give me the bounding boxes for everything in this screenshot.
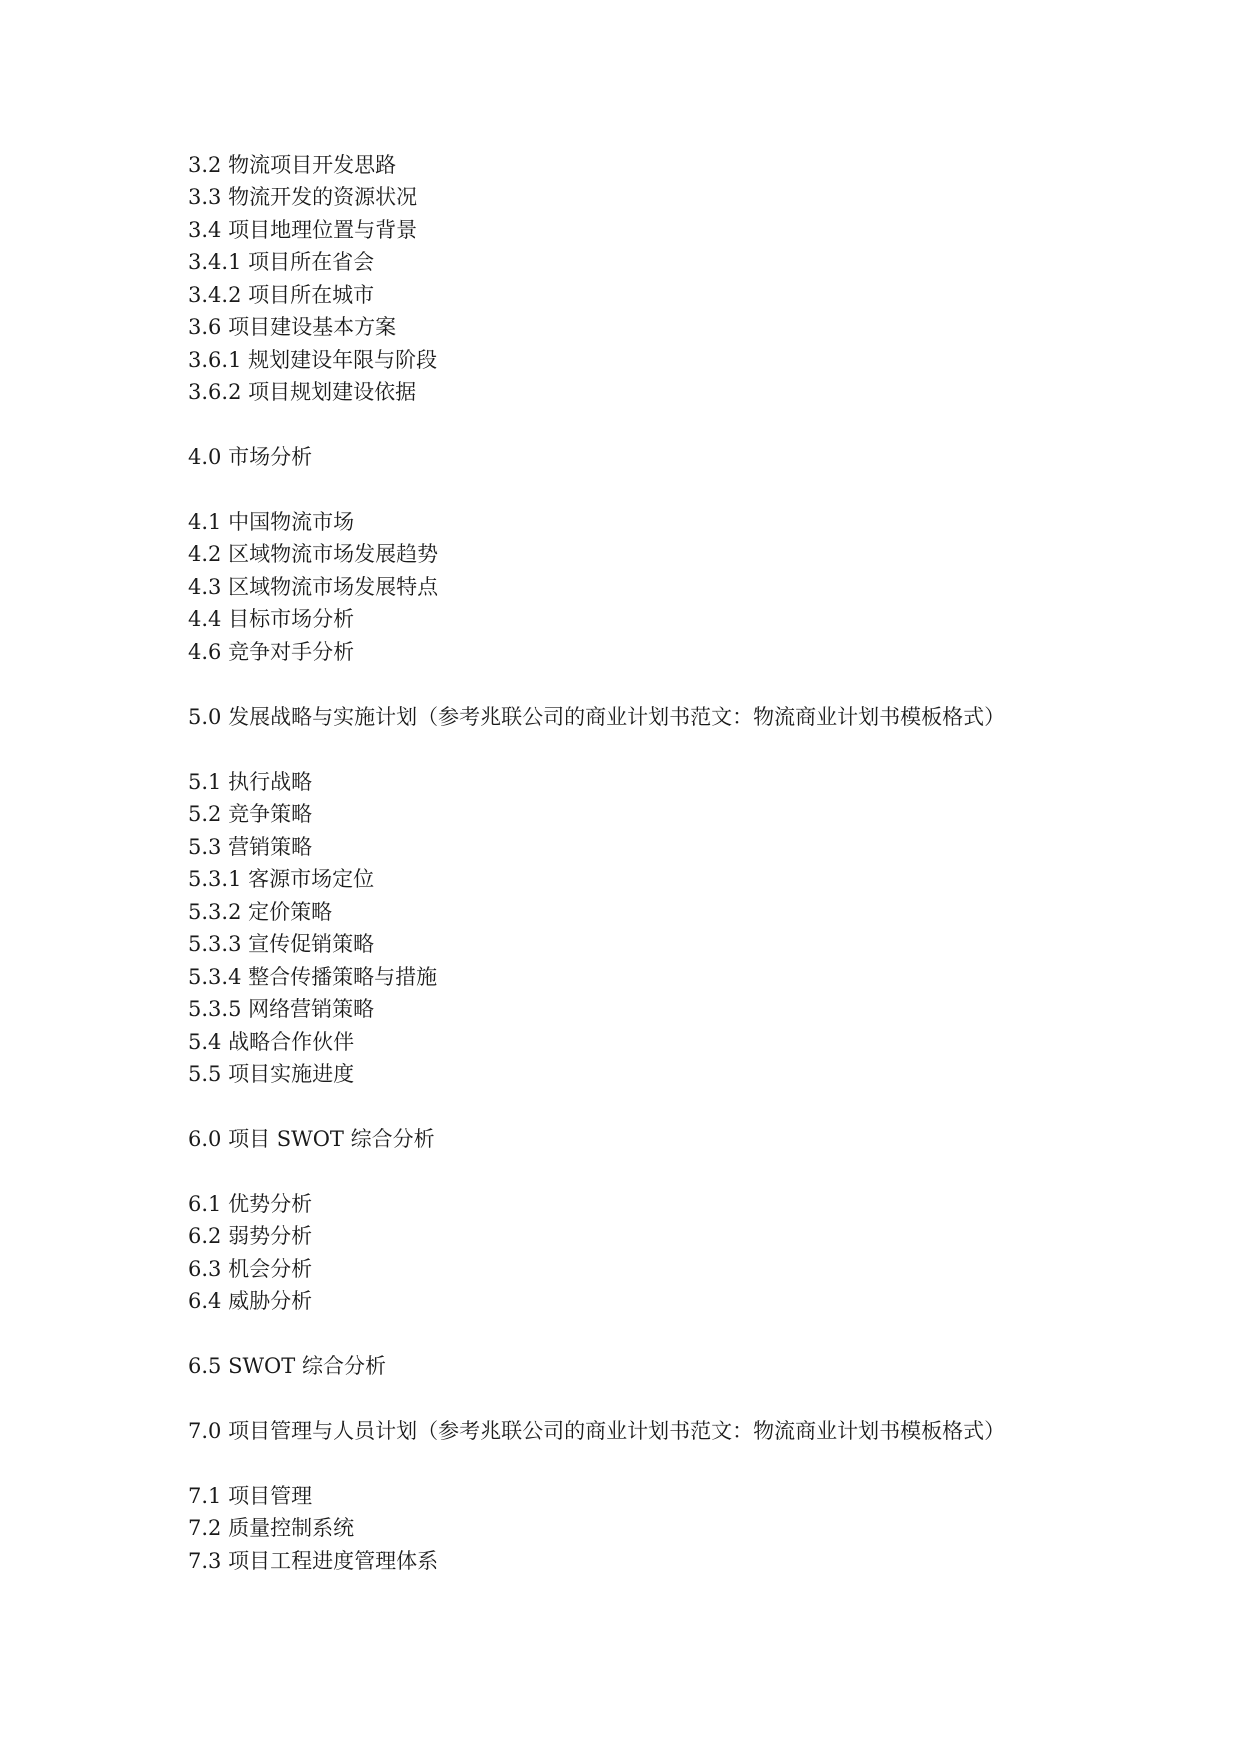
toc-line: 4.1 中国物流市场 bbox=[188, 510, 355, 534]
section-heading: 4.0 市场分析 bbox=[188, 445, 313, 469]
toc-line: 5.1 执行战略 bbox=[188, 770, 313, 794]
toc-line: 3.2 物流项目开发思路 bbox=[188, 153, 397, 177]
toc-line: 5.3.3 宣传促销策略 bbox=[188, 932, 375, 956]
toc-line: 4.3 区域物流市场发展特点 bbox=[188, 575, 439, 599]
toc-line: 5.3.4 整合传播策略与措施 bbox=[188, 965, 438, 989]
toc-line: 3.6 项目建设基本方案 bbox=[188, 315, 397, 339]
toc-line: 7.3 项目工程进度管理体系 bbox=[188, 1549, 439, 1573]
toc-line: 5.3.5 网络营销策略 bbox=[188, 997, 375, 1021]
toc-line: 7.1 项目管理 bbox=[188, 1484, 313, 1508]
section-heading: 5.0 发展战略与实施计划（参考兆联公司的商业计划书范文：物流商业计划书模板格式） bbox=[188, 705, 1006, 729]
section-heading: 7.0 项目管理与人员计划（参考兆联公司的商业计划书范文：物流商业计划书模板格式） bbox=[188, 1419, 1006, 1443]
toc-line: 3.6.1 规划建设年限与阶段 bbox=[188, 348, 438, 372]
toc-line: 5.3.2 定价策略 bbox=[188, 900, 333, 924]
toc-line: 4.6 竞争对手分析 bbox=[188, 640, 355, 664]
section-heading: 6.0 项目 SWOT 综合分析 bbox=[188, 1127, 435, 1151]
toc-line: 6.5 SWOT 综合分析 bbox=[188, 1354, 386, 1378]
toc-line: 6.2 弱势分析 bbox=[188, 1224, 313, 1248]
toc-line: 4.4 目标市场分析 bbox=[188, 607, 355, 631]
toc-line: 5.3.1 客源市场定位 bbox=[188, 867, 375, 891]
toc-line: 5.3 营销策略 bbox=[188, 835, 313, 859]
toc-line: 3.3 物流开发的资源状况 bbox=[188, 185, 418, 209]
toc-line: 7.2 质量控制系统 bbox=[188, 1516, 355, 1540]
toc-line: 6.4 威胁分析 bbox=[188, 1289, 313, 1313]
toc-line: 4.2 区域物流市场发展趋势 bbox=[188, 542, 439, 566]
toc-line: 5.2 竞争策略 bbox=[188, 802, 313, 826]
toc-line: 5.5 项目实施进度 bbox=[188, 1062, 355, 1086]
toc-line: 3.6.2 项目规划建设依据 bbox=[188, 380, 417, 404]
toc-line: 3.4.2 项目所在城市 bbox=[188, 283, 375, 307]
toc-line: 3.4 项目地理位置与背景 bbox=[188, 218, 418, 242]
toc-line: 6.1 优势分析 bbox=[188, 1192, 313, 1216]
toc-line: 6.3 机会分析 bbox=[188, 1257, 313, 1281]
toc-line: 5.4 战略合作伙伴 bbox=[188, 1030, 355, 1054]
toc-line: 3.4.1 项目所在省会 bbox=[188, 250, 375, 274]
